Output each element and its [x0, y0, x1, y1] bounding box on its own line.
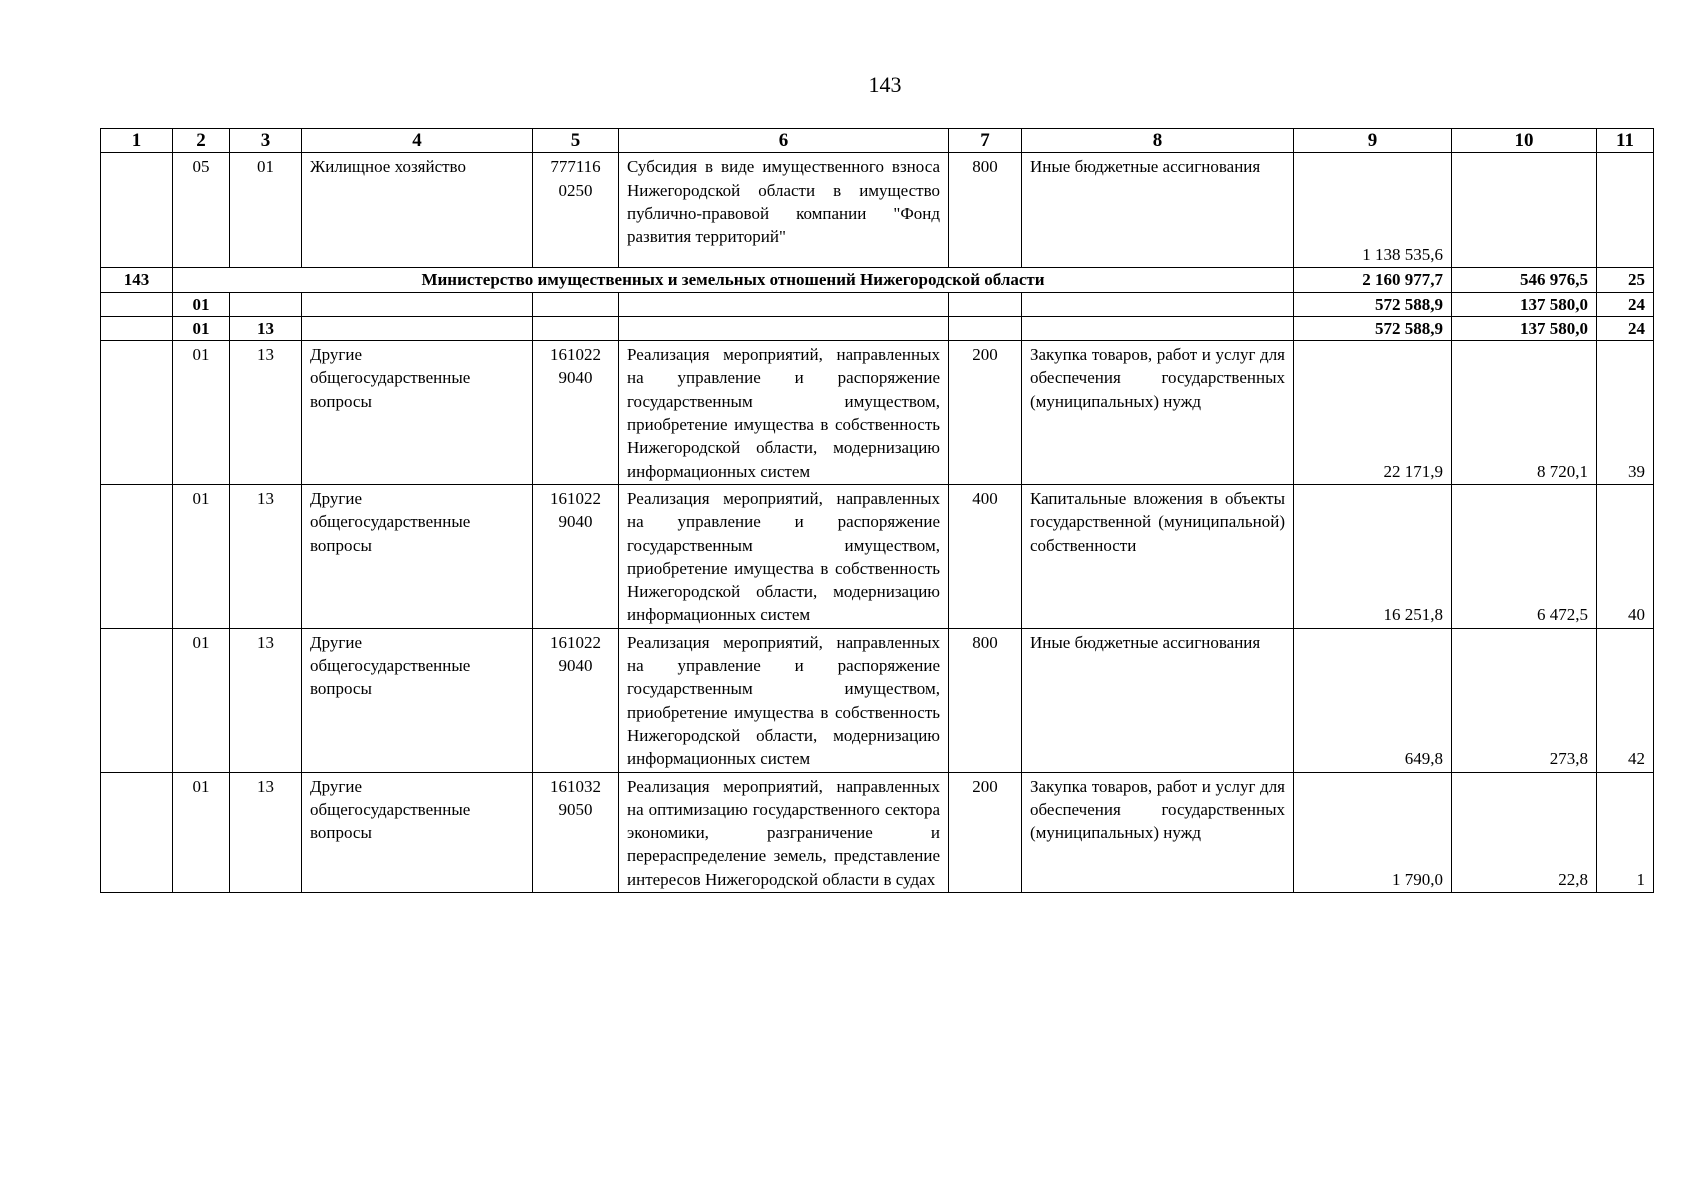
subtotal-row: [101, 292, 1654, 316]
amount-col10: 546 976,5: [1452, 268, 1597, 292]
column-header: 9: [1294, 129, 1452, 153]
expense-type-name: Закупка товаров, работ и услуг для обеспечения государственных (муниципальных) нужд: [1022, 341, 1294, 485]
target-code: 161032 9050: [533, 772, 619, 892]
count-col11: 24: [1597, 292, 1654, 316]
cell-empty: [101, 316, 173, 340]
table-row: [101, 628, 1654, 772]
expense-type-name: Закупка товаров, работ и услуг для обеспечения государственных (муниципальных) нужд: [1022, 772, 1294, 892]
cell-empty: [533, 292, 619, 316]
cell-empty: [1022, 292, 1294, 316]
cell-empty: [619, 316, 949, 340]
target-code: 161022 9040: [533, 628, 619, 772]
expense-type-code: 200: [949, 772, 1022, 892]
amount-col10: 6 472,5: [1452, 484, 1597, 628]
ministry-row: [101, 268, 1654, 292]
cell-empty: [302, 292, 533, 316]
amount-col10: 22,8: [1452, 772, 1597, 892]
cell-empty: [949, 292, 1022, 316]
amount-col9: 649,8: [1294, 628, 1452, 772]
count-col11: 1: [1597, 772, 1654, 892]
amount-col9: 1 138 535,6: [1294, 153, 1452, 268]
section-code: 01: [173, 316, 230, 340]
table-row: [101, 153, 1654, 268]
cell-empty: [101, 628, 173, 772]
target-name: Реализация мероприятий, направленных на управление и распоряжение государственным имуществом, приобретение имущества в собственность Нижегородской области, модернизацию информационных систем: [619, 484, 949, 628]
cell-empty: [101, 292, 173, 316]
section-code: 01: [173, 628, 230, 772]
subsection-code: 13: [230, 316, 302, 340]
section-name: Другие общегосударственные вопросы: [302, 484, 533, 628]
section-name: Жилищное хозяйство: [302, 153, 533, 268]
expense-type-code: 800: [949, 153, 1022, 268]
target-name: Субсидия в виде имущественного взноса Нижегородской области в имущество публично-правовой компании "Фонд развития территорий": [619, 153, 949, 268]
column-header: 6: [619, 129, 949, 153]
target-code: 161022 9040: [533, 341, 619, 485]
target-code: 777116 0250: [533, 153, 619, 268]
table-row: [101, 772, 1654, 892]
expense-type-code: 200: [949, 341, 1022, 485]
section-name: Другие общегосударственные вопросы: [302, 341, 533, 485]
target-name: Реализация мероприятий, направленных на управление и распоряжение государственным имуществом, приобретение имущества в собственность Нижегородской области, модернизацию информационных систем: [619, 628, 949, 772]
expense-type-name: Иные бюджетные ассигнования: [1022, 628, 1294, 772]
amount-col9: 22 171,9: [1294, 341, 1452, 485]
amount-col10: 137 580,0: [1452, 292, 1597, 316]
table-row: [101, 484, 1654, 628]
column-header: 2: [173, 129, 230, 153]
cell-empty: [949, 316, 1022, 340]
expense-type-name: Капитальные вложения в объекты государственной (муниципальной) собственности: [1022, 484, 1294, 628]
subsection-code: 01: [230, 153, 302, 268]
section-name: Другие общегосударственные вопросы: [302, 772, 533, 892]
column-header: 7: [949, 129, 1022, 153]
section-code: 05: [173, 153, 230, 268]
cell-empty: [1452, 153, 1597, 268]
table-row: [101, 341, 1654, 485]
target-code: 161022 9040: [533, 484, 619, 628]
target-name: Реализация мероприятий, направленных на оптимизацию государственного сектора экономики, разграничение и перераспределение земель, представление интересов Нижегородской области в судах: [619, 772, 949, 892]
cell-empty: [1022, 316, 1294, 340]
cell-empty: [230, 292, 302, 316]
subsection-code: 13: [230, 341, 302, 485]
column-header: 3: [230, 129, 302, 153]
cell-empty: [101, 772, 173, 892]
count-col11: 25: [1597, 268, 1654, 292]
cell-empty: [101, 341, 173, 485]
subsection-code: 13: [230, 484, 302, 628]
column-header: 10: [1452, 129, 1597, 153]
budget-table: [100, 128, 1654, 893]
count-col11: 24: [1597, 316, 1654, 340]
count-col11: 42: [1597, 628, 1654, 772]
section-code: 01: [173, 292, 230, 316]
amount-col9: 1 790,0: [1294, 772, 1452, 892]
column-header: 11: [1597, 129, 1654, 153]
section-name: Другие общегосударственные вопросы: [302, 628, 533, 772]
subsection-code: 13: [230, 628, 302, 772]
amount-col9: 572 588,9: [1294, 292, 1452, 316]
amount-col10: 137 580,0: [1452, 316, 1597, 340]
cell-empty: [533, 316, 619, 340]
amount-col10: 8 720,1: [1452, 341, 1597, 485]
amount-col9: 16 251,8: [1294, 484, 1452, 628]
page-number: 143: [868, 72, 902, 97]
count-col11: 40: [1597, 484, 1654, 628]
header-row: [101, 129, 1654, 153]
expense-type-code: 800: [949, 628, 1022, 772]
column-header: 5: [533, 129, 619, 153]
subsection-code: 13: [230, 772, 302, 892]
expense-type-code: 400: [949, 484, 1022, 628]
amount-col10: 273,8: [1452, 628, 1597, 772]
target-name: Реализация мероприятий, направленных на управление и распоряжение государственным имуществом, приобретение имущества в собственность Нижегородской области, модернизацию информационных систем: [619, 341, 949, 485]
cell-empty: [101, 153, 173, 268]
subtotal-row: [101, 316, 1654, 340]
section-code: 01: [173, 772, 230, 892]
cell-empty: [619, 292, 949, 316]
amount-col9: 2 160 977,7: [1294, 268, 1452, 292]
section-code: 01: [173, 341, 230, 485]
column-header: 1: [101, 129, 173, 153]
cell-empty: [101, 484, 173, 628]
count-col11: 39: [1597, 341, 1654, 485]
cell-empty: [1597, 153, 1654, 268]
ministry-code: 143: [101, 268, 173, 292]
section-code: 01: [173, 484, 230, 628]
expense-type-name: Иные бюджетные ассигнования: [1022, 153, 1294, 268]
ministry-title: Министерство имущественных и земельных отношений Нижегородской области: [173, 268, 1294, 292]
amount-col9: 572 588,9: [1294, 316, 1452, 340]
column-header: 4: [302, 129, 533, 153]
cell-empty: [302, 316, 533, 340]
column-header: 8: [1022, 129, 1294, 153]
